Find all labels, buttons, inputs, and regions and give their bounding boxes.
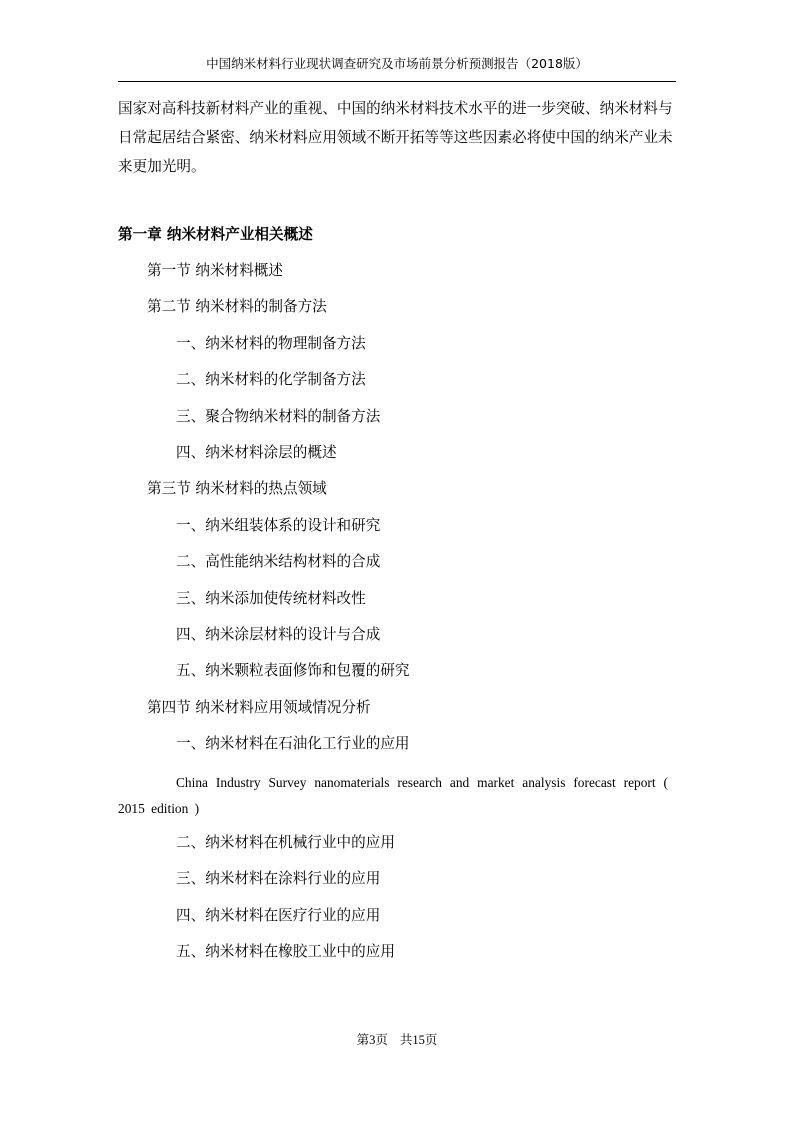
toc-item: 五、纳米材料在橡胶工业中的应用 <box>176 943 395 960</box>
toc-item: 二、高性能纳米结构材料的合成 <box>176 553 381 570</box>
toc-item: 四、纳米材料在医疗行业的应用 <box>176 907 381 924</box>
toc-item: 一、纳米材料在石油化工行业的应用 <box>176 735 410 752</box>
toc-item: 一、纳米材料的物理制备方法 <box>176 335 366 352</box>
toc-item: 二、纳米材料的化学制备方法 <box>176 371 366 388</box>
page-total: 共15页 <box>399 1033 438 1047</box>
chapter-heading: 第一章 纳米材料产业相关概述 <box>118 226 313 243</box>
toc-item: 三、纳米材料在涂料行业的应用 <box>176 870 381 887</box>
intro-paragraph: 国家对高科技新材料产业的重视、中国的纳米材料技术水平的进一步突破、纳米材料与日常起居结合紧密、纳米材料应用领域不断开拓等等这些因素必将使中国的纳米产业未来更加光明。 <box>118 100 673 175</box>
toc-item: 五、纳米颗粒表面修饰和包覆的研究 <box>176 662 410 679</box>
page-footer <box>0 1031 794 1049</box>
header-title: 中国纳米材料行业现状调查研究及市场前景分析预测报告（2018版） <box>206 56 588 71</box>
english-report-title: China Industry Survey nanomaterials research and market analysis forecast report ( 2015 edition ) <box>118 775 668 816</box>
toc-section: 第四节 纳米材料应用领域情况分析 <box>147 699 371 716</box>
toc-section: 第一节 纳米材料概述 <box>147 262 283 279</box>
toc-item: 四、纳米涂层材料的设计与合成 <box>176 626 381 643</box>
toc-item: 三、纳米添加使传统材料改性 <box>176 590 366 607</box>
toc-item: 二、纳米材料在机械行业中的应用 <box>176 834 395 851</box>
toc-item: 四、纳米材料涂层的概述 <box>176 444 337 461</box>
toc-section: 第三节 纳米材料的热点领域 <box>147 480 327 497</box>
toc-item: 三、聚合物纳米材料的制备方法 <box>176 408 381 425</box>
toc-section: 第二节 纳米材料的制备方法 <box>147 298 327 315</box>
toc-item: 一、纳米组装体系的设计和研究 <box>176 517 381 534</box>
page-number: 第3页 <box>356 1033 388 1047</box>
header-divider <box>118 81 676 82</box>
